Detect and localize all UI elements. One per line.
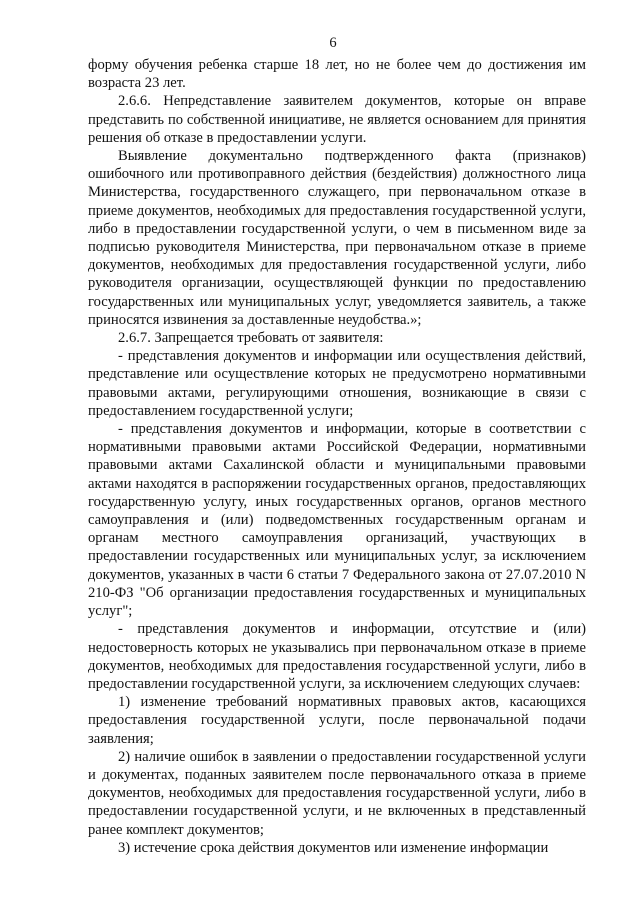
list-item-case-2: 2) наличие ошибок в заявлении о предоставлении государственной услуги и документах, поданных заявителем после первоначального отказа в приеме документов, необходимых для предоставления государственной услуги, либо в предоставлении государственной услуги, и не включенных в представленный ранее комплект документов; [88, 748, 586, 838]
paragraph-2-6-6: 2.6.6. Непредставление заявителем документов, которые он вправе представить по собственной инициативе, не является основанием для принятия решения об отказе в предоставлении услуги. [88, 93, 586, 146]
page-number: 6 [329, 35, 337, 51]
paragraph-continuation: форму обучения ребенка старше 18 лет, но не более чем до достижения им возраста 23 лет. [88, 57, 586, 92]
list-item-dash-3: - представления документов и информации, отсутствие и (или) недостоверность которых не указывались при первоначальном отказе в приеме документов, необходимых для предоставления государственной услуги, либо в предоставлении государственной услуги, за исключением следующих случаев: [88, 621, 586, 692]
list-item-dash-2: - представления документов и информации, которые в соответствии с нормативными правовыми актами Российской Федерации, нормативными правовыми актами Сахалинской области и муниципальными правовыми актами находятся в распоряжении государственных органов, предоставляющих государственную услугу, иных государственных органов, органов местного самоуправления и (или) подведомственных государственным органам и органам местного самоуправления организаций, участвующих в предоставлении государственных или муниципальных услуг, за исключением документов, указанных в части 6 статьи 7 Федерального закона от 27.07.2010 N 210-ФЗ "Об организации предоставления государственных и муниципальных услуг"; [88, 421, 586, 620]
document-page [88, 34, 586, 857]
list-item-case-1: 1) изменение требований нормативных правовых актов, касающихся предоставления государственной услуги, после первоначальной подачи заявления; [88, 694, 586, 747]
document-body [88, 56, 586, 857]
paragraph-violation-detection: Выявление документально подтвержденного факта (признаков) ошибочного или противоправного действия (бездействия) должностного лица Министерства, государственного служащего, при первоначальном отказе в приеме документов, необходимых для предоставления государственной услуги, либо в предоставлении государственной услуги, о чем в письменном виде за подписью руководителя Министерства, при первоначальном отказе в приеме документов, необходимых для предоставления государственной услуги, либо руководителя организации, осуществляющей функции по предоставлению государственных или муниципальных услуг, уведомляется заявитель, а также приносятся извинения за доставленные неудобства.»; [88, 148, 586, 328]
paragraph-2-6-7: 2.6.7. Запрещается требовать от заявителя: [118, 330, 384, 347]
list-item-case-3: 3) истечение срока действия документов или изменение информации [118, 839, 549, 856]
list-item-dash-1: - представления документов и информации или осуществления действий, представление или осуществление которых не предусмотрено нормативными правовыми актами, регулирующими отношения, возникающие в связи с предоставлением государственной услуги; [88, 348, 586, 419]
